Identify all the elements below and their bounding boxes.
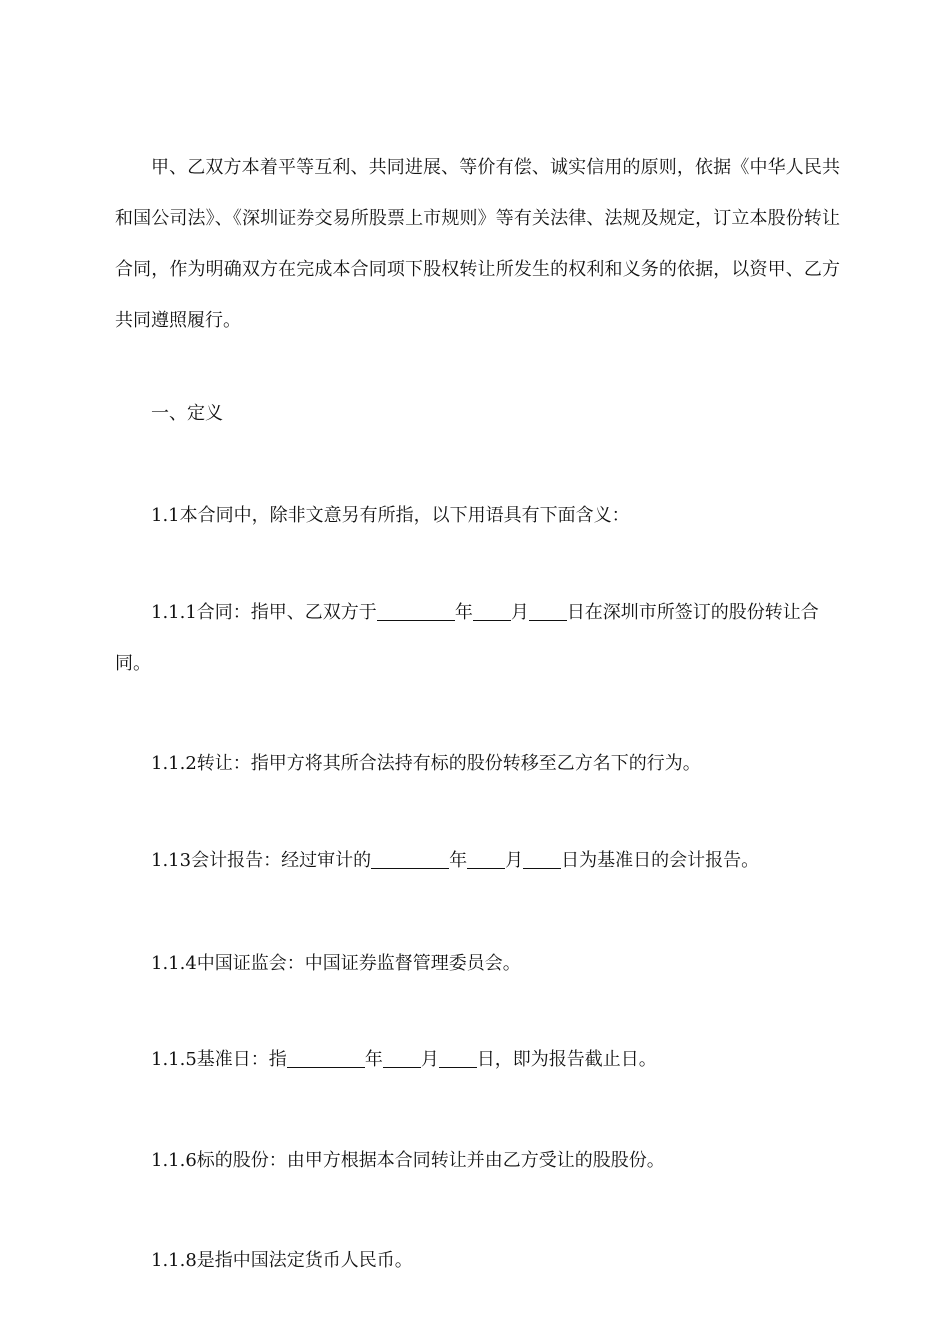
month-blank [467, 850, 505, 869]
clause-1-1-6: 1.1.6标的股份：由甲方根据本合同转让并由乙方受让的股股份。 [151, 1150, 665, 1171]
section-title: 一、定义 [151, 403, 223, 424]
month-label: 月 [510, 602, 529, 623]
year-label: 年 [364, 1049, 383, 1070]
clause-1-1-8: 1.1.8是指中国法定货币人民币。 [151, 1250, 413, 1271]
year-label: 年 [449, 850, 468, 871]
clause-1-13-prefix: 1.13会计报告：经过审计的 [151, 850, 372, 871]
month-label: 月 [420, 1049, 439, 1070]
clause-1-1-5-prefix: 1.1.5基准日：指 [151, 1049, 287, 1070]
day-blank [439, 1049, 477, 1068]
clause-1-1: 1.1本合同中，除非文意另有所指，以下用语具有下面含义： [151, 505, 630, 526]
month-label: 月 [505, 850, 524, 871]
clause-1-13 [115, 835, 840, 886]
month-blank [383, 1049, 421, 1068]
day-blank [523, 850, 561, 869]
year-blank [371, 850, 449, 869]
day-blank [529, 602, 567, 621]
year-blank [287, 1049, 365, 1068]
intro-paragraph: 甲、乙双方本着平等互利、共同进展、等价有偿、诚实信用的原则，依据《中华人民共和国公司法》、《深圳证券交易所股票上市规则》等有关法律、法规及规定，订立本股份转让合同，作为明确双方在完成本合同项下股权转让所发生的权利和义务的依据，以资甲、乙方共同遵照履行。 [115, 157, 840, 331]
year-label: 年 [454, 602, 473, 623]
clause-1-1-5-suffix: 日，即为报告截止日。 [476, 1049, 657, 1070]
clause-1-1-5 [115, 1034, 840, 1085]
month-blank [473, 602, 511, 621]
clause-1-1-1-prefix: 1.1.1合同：指甲、乙双方于 [151, 602, 377, 623]
clause-1-1-1 [115, 587, 840, 689]
year-blank [377, 602, 455, 621]
clause-1-13-suffix: 日为基准日的会计报告。 [561, 850, 760, 871]
clause-1-1-2: 1.1.2转让：指甲方将其所合法持有标的股份转移至乙方名下的行为。 [151, 753, 701, 774]
clause-1-1-1-suffix: 日在深圳市所签订的股份转让合同。 [115, 602, 819, 674]
clause-1-1-4: 1.1.4中国证监会：中国证券监督管理委员会。 [151, 953, 521, 974]
